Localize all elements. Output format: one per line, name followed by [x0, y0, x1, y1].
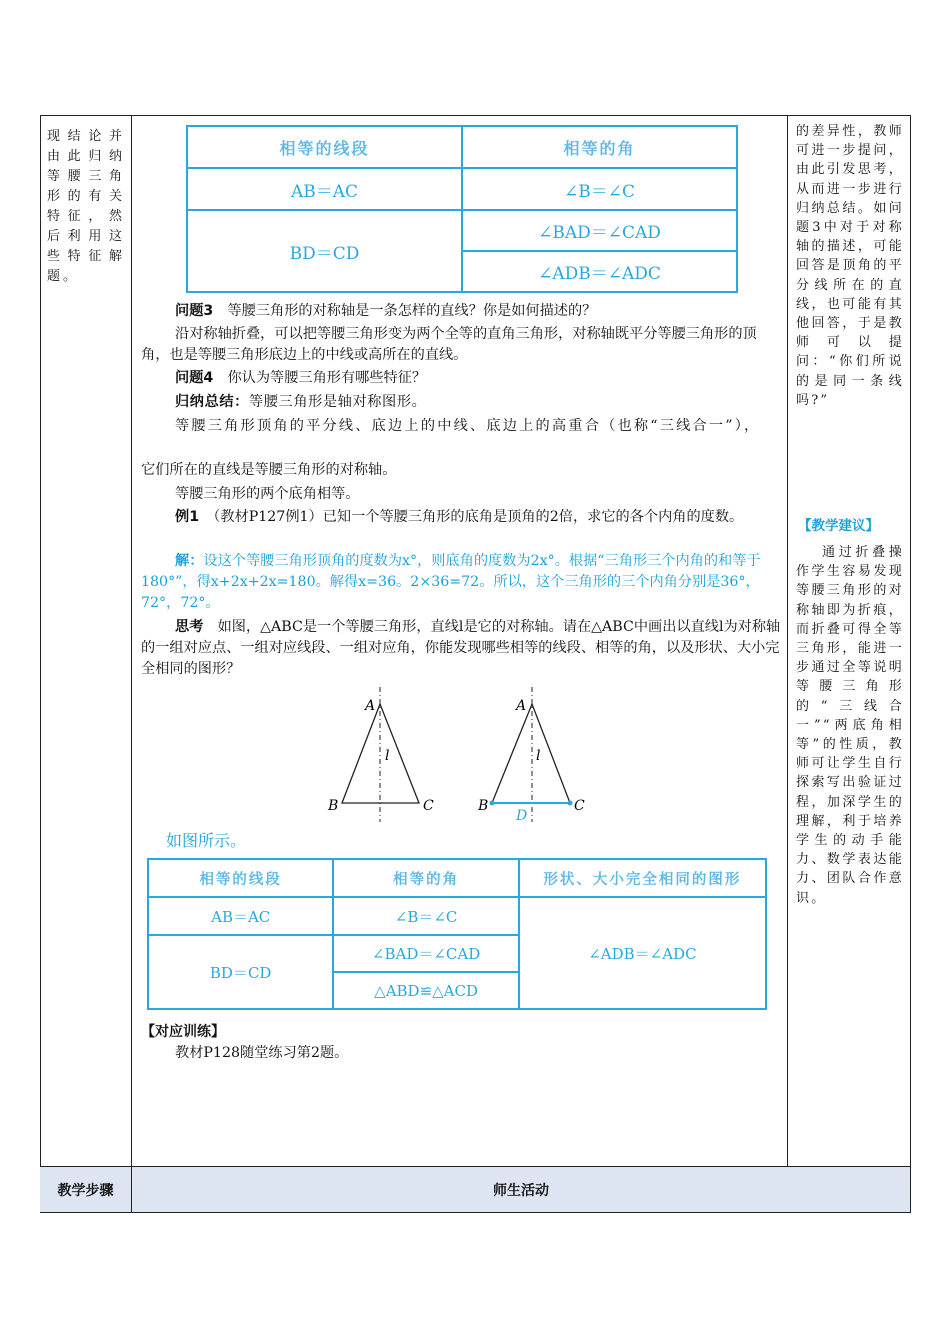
table-top-border [40, 115, 911, 116]
fig1-label-l: l [385, 748, 390, 764]
example-1 [141, 507, 781, 528]
example-1-label: 例1 [175, 509, 200, 525]
question-3 [141, 301, 781, 322]
left-column-note: 现结论并由此归纳等腰三角形的有关特征，然后利用这些特征解题。 [47, 129, 125, 284]
t1-ang-b-c: ∠B＝∠C [462, 168, 737, 210]
t1-ang-adb-adc: ∠ADB＝∠ADC [462, 251, 737, 292]
table-left-border [40, 115, 41, 1213]
question-4-text: 你认为等腰三角形有哪些特征？ [213, 370, 427, 386]
right-column-note: 的差异性，教师可进一步提问，由此引发思考，从而进一步进行归纳总结。如问题3中对于对称轴的描述，可能回答是顶角的平分线所在的直线，也可能有其他回答，于是教师可以提问：“你们所说的是同一条线吗?” [796, 124, 904, 408]
as-shown-text: 如图所示。 [166, 831, 247, 850]
teaching-advice-heading: 【教学建议】 [798, 518, 879, 534]
triangle-abc-right [477, 687, 585, 822]
fig2-label-d: D [516, 808, 528, 822]
t1-seg-bd-cd: BD＝CD [187, 210, 462, 292]
fig2-label-c: C [574, 798, 585, 814]
t2-header-shapes: 形状、大小完全相同的图形 [519, 859, 766, 897]
footer-teacher-student-activity: 师生活动 [132, 1167, 910, 1212]
summary-line-4: 等腰三角形的两个底角相等。 [175, 486, 360, 502]
t1-seg-ab-ac: AB＝AC [187, 168, 462, 210]
t1-header-segments: 相等的线段 [187, 126, 462, 168]
col-divider-1 [131, 115, 132, 1213]
t2-header-segments: 相等的线段 [148, 859, 333, 897]
solution-label: 解： [175, 553, 204, 569]
think-text: 如图，△ABC是一个等腰三角形，直线l是它的对称轴。请在△ABC中画出以直线l为对称轴的一组对应点、一组对应线段、一组对应角，你能发现哪些相等的线段、相等的角，以及形状、大小完全相同的图形？ [141, 619, 781, 677]
question-3-answer: 沿对称轴折叠，可以把等腰三角形变为两个全等的直角三角形，对称轴既平分等腰三角形的顶角，也是等腰三角形底边上的中线或高所在的直线。 [141, 326, 757, 363]
fig1-label-a: A [365, 698, 376, 714]
summary-line-3: 它们所在的直线是等腰三角形的对称轴。 [141, 462, 397, 478]
question-3-text: 等腰三角形的对称轴是一条怎样的直线？你是如何描述的？ [213, 303, 597, 319]
triangle-abc-left [327, 687, 434, 822]
col-divider-2 [787, 115, 788, 1167]
training-heading: 【对应训练】 [141, 1024, 225, 1040]
teaching-advice-text [796, 543, 904, 908]
fig2-label-b: B [478, 798, 489, 814]
t2-header-angles: 相等的角 [333, 859, 518, 897]
t2-seg-bd-cd: BD＝CD [148, 935, 333, 1009]
t2-seg-ab-ac: AB＝AC [148, 897, 333, 935]
teaching-advice-body: 通过折叠操作学生容易发现等腰三角形的对称轴即为折痕，而折叠可得全等三角形，能进一步通过全等说明等腰三角形的“三线合一”“两底角相等”的性质，教师可让学生自行探索写出验证过程，加深学生的理解，利于培养学生的动手能力、数学表达能力、团队合作意识。 [796, 545, 904, 906]
summary-line-2: 等腰三角形顶角的平分线、底边上的中线、底边上的高重合（也称“三线合一”）， [175, 418, 761, 434]
equal-elements-table-1 [186, 125, 738, 293]
summary [141, 392, 781, 413]
t2-ang-bad-cad: ∠BAD＝∠CAD [333, 935, 518, 972]
summary-text: 等腰三角形是轴对称图形。 [248, 394, 427, 410]
t2-congruent-triangles: △ABD≌△ACD [333, 972, 518, 1009]
think-prompt [141, 617, 781, 680]
summary-label: 归纳总结： [175, 394, 249, 410]
fig1-label-b: B [328, 798, 339, 814]
think-label: 思考 [175, 619, 204, 635]
equal-elements-table-2 [147, 858, 767, 1010]
example-1-text: （教材P127例1）已知一个等腰三角形的底角是顶角的2倍，求它的各个内角的度数。 [199, 509, 744, 525]
question-3-label: 问题3 [175, 303, 214, 319]
t1-ang-bad-cad: ∠BAD＝∠CAD [462, 210, 737, 251]
question-4 [141, 368, 781, 389]
fig2-label-l: l [536, 748, 541, 764]
question-4-label: 问题4 [175, 370, 214, 386]
footer-teaching-steps: 教学步骤 [40, 1167, 131, 1212]
triangle-figures [320, 682, 600, 822]
t1-header-angles: 相等的角 [462, 126, 737, 168]
t2-ang-b-c: ∠B＝∠C [333, 897, 518, 935]
training-text: 教材P128随堂练习第2题。 [175, 1045, 349, 1061]
fig1-label-c: C [423, 798, 434, 814]
table-right-border [910, 115, 911, 1213]
solution-text: 设这个等腰三角形顶角的度数为x°，则底角的度数为2x°。根据“三角形三个内角的和等于180°”，得x+2x+2x=180。解得x=36。2×36=72。所以，这个三角形的三个内角分别是36°，72°，72°。 [141, 553, 761, 611]
example-1-solution [141, 551, 781, 614]
fig2-label-a: A [516, 698, 527, 714]
t2-shape-cell: ∠ADB＝∠ADC [519, 897, 766, 1009]
table-bottom-border [40, 1212, 911, 1213]
